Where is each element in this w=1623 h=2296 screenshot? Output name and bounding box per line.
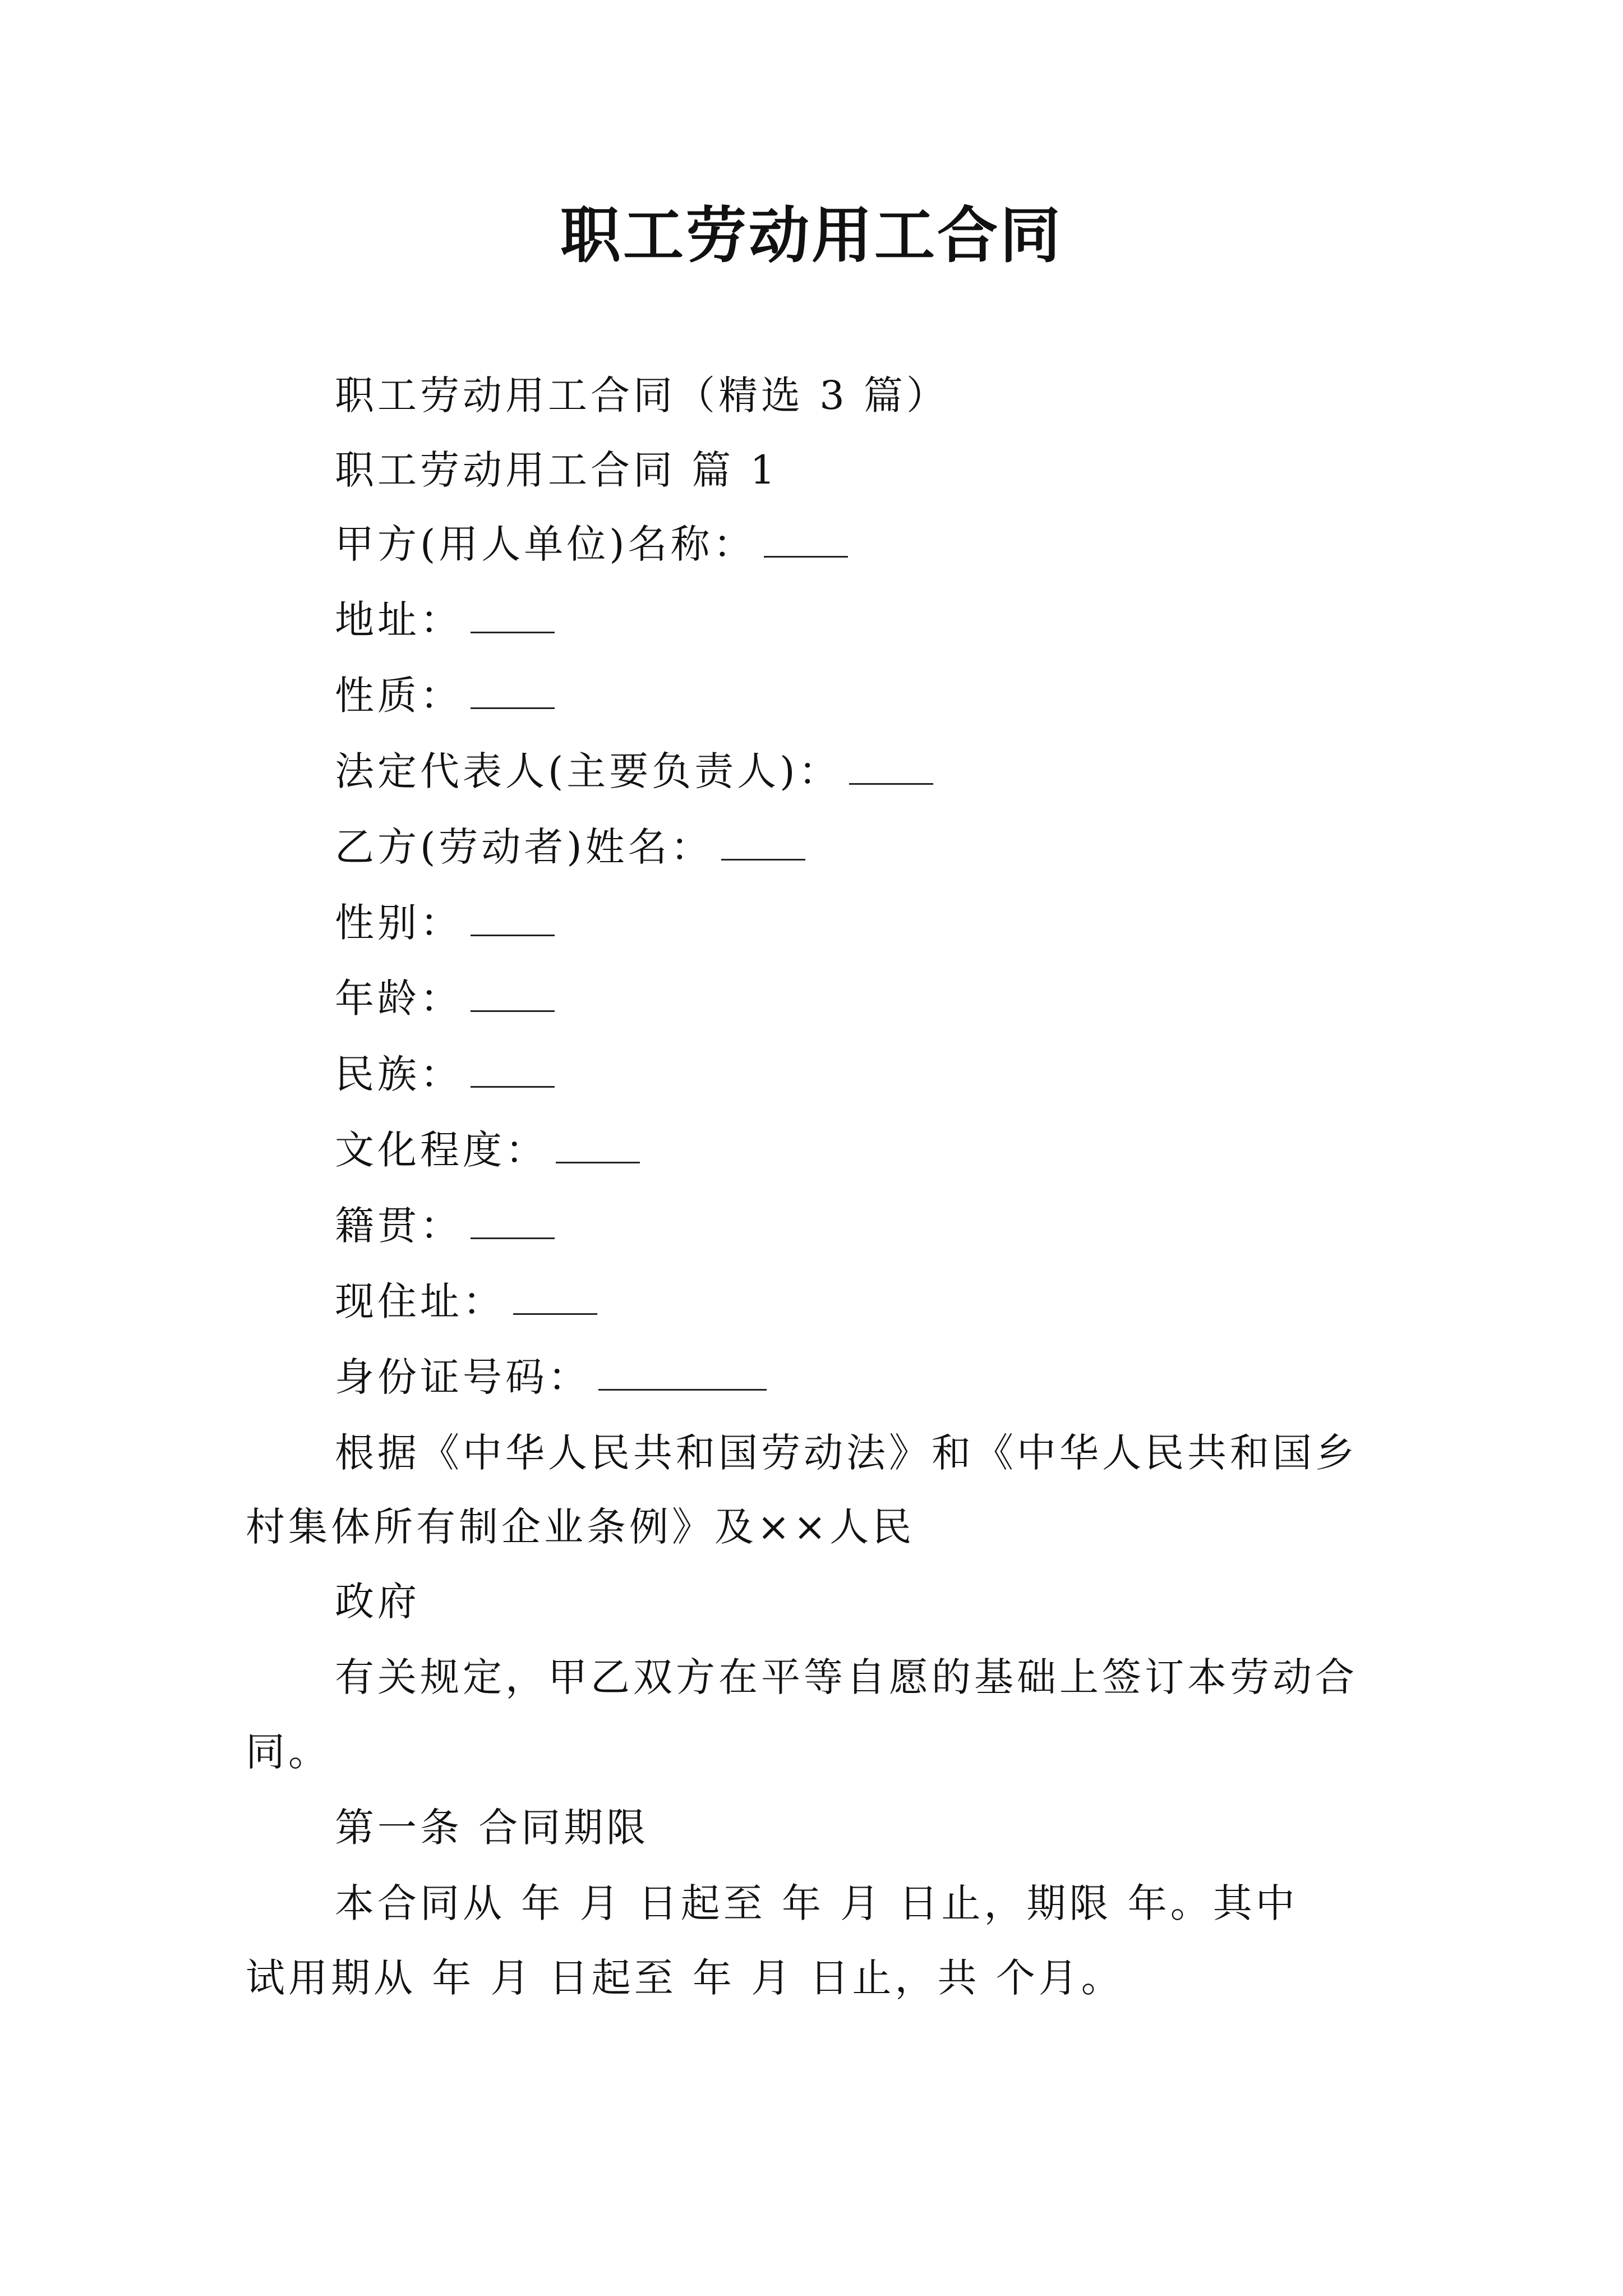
document-subtitle: 职工劳动用工合同（精选 3 篇） bbox=[335, 372, 949, 418]
blank-line bbox=[513, 1277, 597, 1315]
paragraph-basis-line-2: 村集体所有制企业条例》及××人民 bbox=[246, 1504, 915, 1550]
blank-line bbox=[556, 1126, 640, 1163]
field-label: 年龄： bbox=[335, 976, 463, 1022]
article-1-line-1: 本合同从 年 月 日起至 年 月 日止，期限 年。其中 bbox=[335, 1880, 1298, 1926]
field-current-address bbox=[335, 1273, 597, 1329]
paragraph-government: 政府 bbox=[335, 1579, 420, 1625]
field-label: 籍贯： bbox=[335, 1203, 463, 1249]
field-label: 现住址： bbox=[335, 1278, 505, 1324]
blank-line bbox=[764, 520, 848, 558]
field-label: 性质： bbox=[335, 673, 463, 719]
field-address bbox=[335, 592, 555, 648]
document-title: 职工劳动用工合同 bbox=[560, 200, 1063, 271]
blank-line bbox=[471, 596, 555, 633]
field-label: 甲方(用人单位)名称： bbox=[335, 521, 756, 567]
field-gender bbox=[335, 895, 555, 951]
field-party-a-name bbox=[335, 516, 848, 572]
field-label: 地址： bbox=[335, 597, 463, 643]
section-heading: 职工劳动用工合同 篇 1 bbox=[335, 447, 779, 493]
field-label: 身份证号码： bbox=[335, 1354, 591, 1400]
paragraph-basis-line-1: 根据《中华人民共和国劳动法》和《中华人民共和国乡 bbox=[335, 1430, 1358, 1476]
field-education bbox=[335, 1122, 640, 1178]
article-1-line-2: 试用期从 年 月 日起至 年 月 日止，共 个月。 bbox=[246, 1955, 1124, 2001]
blank-line bbox=[849, 747, 933, 785]
blank-line bbox=[471, 1202, 555, 1239]
field-label: 民族： bbox=[335, 1051, 463, 1097]
field-label: 乙方(劳动者)姓名： bbox=[335, 824, 713, 870]
field-nature bbox=[335, 668, 555, 724]
article-1-heading: 第一条 合同期限 bbox=[335, 1805, 649, 1851]
field-legal-representative bbox=[335, 743, 933, 799]
field-native-place bbox=[335, 1198, 555, 1254]
paragraph-agreement-line-1: 有关规定，甲乙双方在平等自愿的基础上签订本劳动合 bbox=[335, 1654, 1358, 1700]
field-ethnicity bbox=[335, 1046, 555, 1102]
field-label: 法定代表人(主要负责人)： bbox=[335, 748, 841, 794]
paragraph-agreement-line-2: 同。 bbox=[246, 1729, 331, 1775]
field-age bbox=[335, 970, 555, 1027]
field-label: 性别： bbox=[335, 900, 463, 946]
blank-line bbox=[471, 1050, 555, 1088]
field-party-b-name bbox=[335, 819, 805, 875]
field-id-number bbox=[335, 1349, 767, 1405]
blank-line bbox=[471, 974, 555, 1012]
blank-line bbox=[471, 899, 555, 936]
blank-line bbox=[471, 671, 555, 709]
blank-line bbox=[598, 1353, 767, 1391]
blank-line bbox=[721, 823, 805, 861]
field-label: 文化程度： bbox=[335, 1127, 548, 1173]
